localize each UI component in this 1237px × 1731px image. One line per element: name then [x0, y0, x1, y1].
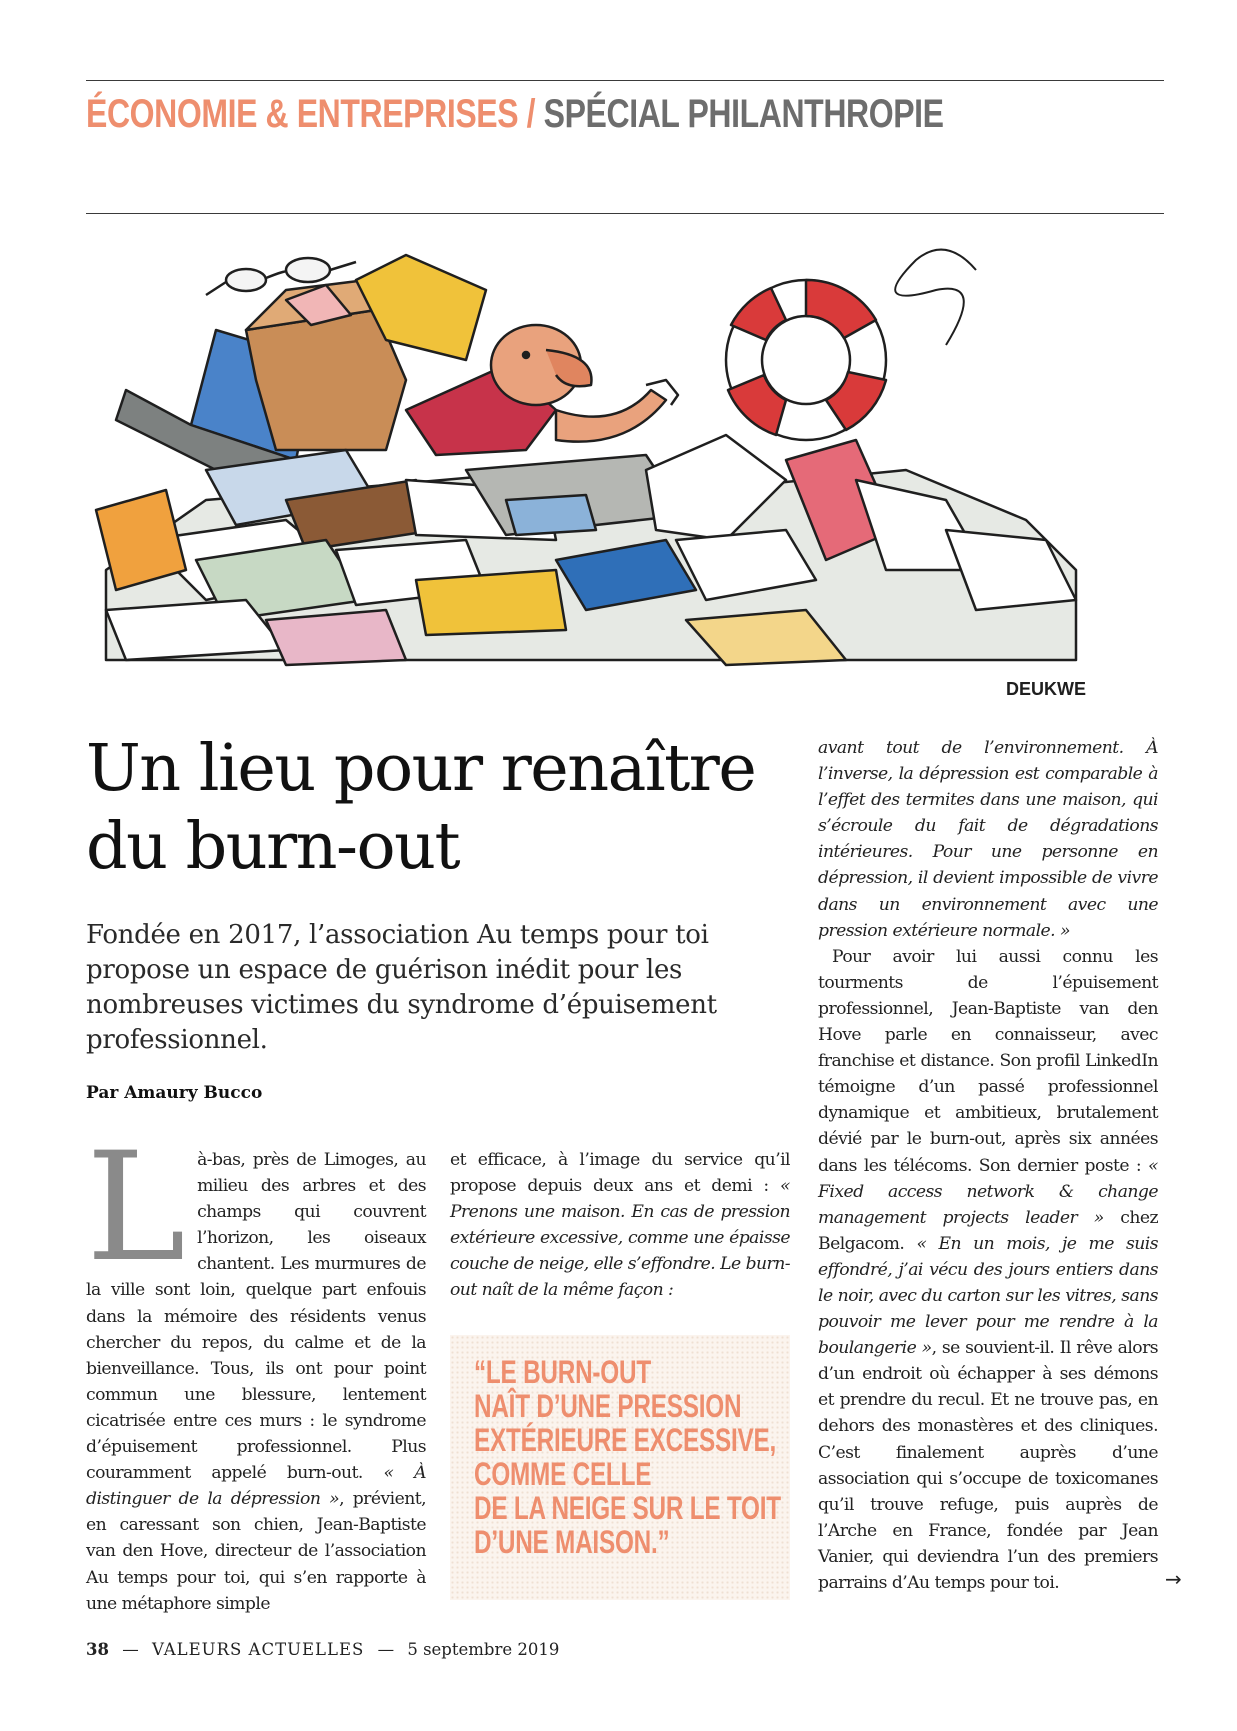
- byline: Par Amaury Bucco: [86, 1083, 263, 1103]
- header-bottom-rule: [86, 213, 1164, 214]
- col3-job-title: « Fixed access network & change management projects leader »: [818, 1155, 1158, 1228]
- footer-dash: —: [377, 1640, 395, 1659]
- col2-quote: « Prenons une maison. En cas de pression extérieure excessive, comme une épaisse couche de neige, elle s’effondre. Le burn-out naît de la même façon :: [450, 1176, 790, 1301]
- col3-text-c: , se souvient-il. Il rêve alors d’un endroit où échapper à ses démons et prendre du recul. Et ne trouve pas, en dehors des monastères et des cliniques. C’est finalement auprès d’une association qui s’occupe de toxicomanes qu’il trouve refuge, puis auprès de l’Arche en France, fondée par Jean Vanier, qui deviendra l’un des premiers parrains d’Au temps pour toi.: [818, 1338, 1159, 1593]
- lifebuoy-icon: [726, 280, 886, 440]
- col1-quote: « À distinguer de la dépression »: [86, 1463, 426, 1510]
- page-number: 38: [86, 1640, 109, 1659]
- article-column-3: [818, 735, 1158, 1596]
- col3-text-b: chez Belgacom.: [818, 1207, 1158, 1254]
- col3-text-a: Pour avoir lui aussi connu les tourments de l’épuisement professionnel, Jean-Baptiste van den Hove parle en connaisseur, avec franchise et distance. Son profil LinkedIn témoigne d’un passé professionnel dynamique et ambitieux, brutalement dévié par le burn-out, après six années dans les télécoms. Son dernier poste :: [818, 946, 1158, 1176]
- section-header: [86, 92, 944, 137]
- article-column-1: [86, 1121, 426, 1617]
- pullquote-line: EXTÉRIEURE EXCESSIVE,: [474, 1422, 777, 1458]
- article-title: [86, 730, 826, 886]
- col3-quote-2: « En un mois, je me suis effondré, j’ai vécu des jours entiers dans le noir, avec du carton sur les vitres, sans pouvoir me lever pour me rendre à la boulangerie »: [818, 1233, 1158, 1359]
- pullquote-line: NAÎT D’UNE PRESSION: [474, 1388, 742, 1424]
- pullquote-line: “LE BURN-OUT: [474, 1354, 651, 1390]
- title-line-2: du burn-out: [86, 809, 460, 884]
- dropcap: L: [86, 1121, 186, 1295]
- top-rule: [86, 80, 1164, 81]
- burnout-cartoon-illustration: [86, 240, 1086, 710]
- illustrator-signature: DEUKWE: [1006, 679, 1086, 699]
- col1-text-end: , prévient, en caressant son chien, Jean-Baptiste van den Hove, directeur de l’association Au temps pour toi, qui s’en rapporte à une métaphore simple: [86, 1489, 426, 1614]
- title-line-1: Un lieu pour renaître: [86, 731, 756, 806]
- pullquote-line: DE LA NEIGE SUR LE TOIT: [474, 1490, 781, 1526]
- article-lede: Fondée en 2017, l’association Au temps pour toi propose un espace de guérison inédit pour les nombreuses victimes du syndrome d’épuisement professionnel.: [86, 920, 717, 1055]
- page-footer: [86, 1640, 559, 1659]
- col3-quote-continued: avant tout de l’environnement. À l’inverse, la dépression est comparable à l’effet des termites dans une maison, qui s’écroule du fait de dégradations intérieures. Pour une personne en dépression, il devient impossible de vivre dans un environnement avec une pression extérieure normale. »: [818, 738, 1158, 941]
- pull-quote: [450, 1335, 790, 1600]
- section-separator: /: [526, 92, 536, 136]
- section-subcategory: SPÉCIAL PHILANTHROPIE: [543, 92, 944, 136]
- section-category: ÉCONOMIE & ENTREPRISES: [86, 92, 519, 136]
- issue-date: 5 septembre 2019: [407, 1640, 560, 1659]
- continue-arrow-icon: →: [1165, 1567, 1182, 1591]
- pullquote-line: COMME CELLE: [474, 1456, 652, 1492]
- col2-text: et efficace, à l’image du service qu’il propose depuis deux ans et demi :: [450, 1150, 790, 1197]
- footer-dash: —: [122, 1640, 139, 1659]
- article-column-2: [450, 1147, 790, 1304]
- col1-text-start: à-bas, près de Limoges, au milieu des arbres et des champs qui couvrent l’horizon, les oiseaux chantent. Les murmures de la ville sont loin, quelque part enfouis dans la mémoire des résidents venus chercher du repos, du calme et de la bienveillance. Tous, ils ont pour point commun une blessure, lentement cicatrisée entre ces murs : le syndrome d’épuisement professionnel. Plus couramment appelé burn-out.: [86, 1150, 426, 1484]
- pullquote-line: D’UNE MAISON.”: [474, 1524, 670, 1560]
- magazine-name: VALEURS ACTUELLES: [151, 1640, 365, 1659]
